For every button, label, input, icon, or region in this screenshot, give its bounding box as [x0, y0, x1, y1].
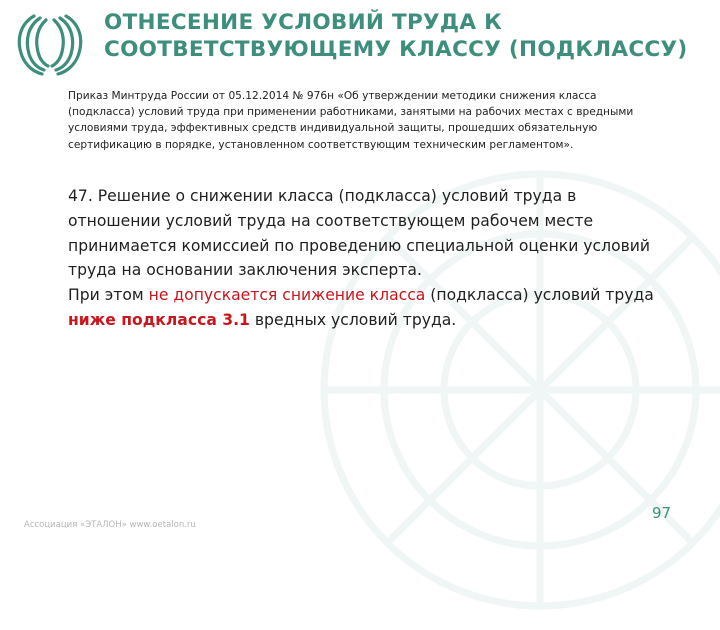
paragraph2-text-1: При этом	[68, 286, 149, 305]
main-paragraph	[68, 184, 713, 333]
order-line-2: (подкласса) условий труда при применении работниками, занятыми на рабочих местах с вредными	[68, 106, 634, 119]
footer-association-text: Ассоциация «ЭТАЛОН» www.oetalon.ru	[24, 520, 196, 530]
order-citation	[68, 88, 708, 153]
paragraph-line-1: 47. Решение о снижении класса (подкласса) условий труда в	[68, 187, 577, 205]
order-line-3: условиями труда, эффективных средств индивидуальной защиты, прошедших обязательную	[68, 122, 598, 135]
slide-title	[104, 9, 714, 63]
slide-title-line-2: СООТВЕТСТВУЮЩЕМУ КЛАССУ (ПОДКЛАССУ)	[104, 37, 688, 62]
paragraph2-line-1	[68, 283, 713, 308]
order-line-1: Приказ Минтруда России от 05.12.2014 № 976н «Об утверждении методики снижения класса	[68, 90, 597, 102]
paragraph-line-3: принимается комиссией по проведению специальной оценки условий	[68, 236, 651, 255]
order-line-4: сертификацию в порядке, установленном соответствующим техническим регламентом».	[68, 138, 574, 151]
paragraph-line-2: отношении условий труда на соответствующем рабочем месте	[68, 211, 594, 230]
un-wreath-logo-icon	[12, 10, 88, 76]
paragraph2-line-2	[68, 308, 713, 333]
paragraph-line-4: труда на основании заключения эксперта.	[68, 261, 422, 280]
paragraph2-text-3: вредных условий труда.	[249, 310, 457, 329]
paragraph2-highlight-1: не допускается снижение класса	[148, 286, 426, 305]
paragraph2-text-2: (подкласса) условий труда	[425, 286, 654, 305]
paragraph2-highlight-2: ниже подкласса 3.1	[68, 310, 250, 329]
slide-title-line-1: ОТНЕСЕНИЕ УСЛОВИЙ ТРУДА К	[104, 10, 502, 35]
page-number: 97	[652, 504, 672, 522]
